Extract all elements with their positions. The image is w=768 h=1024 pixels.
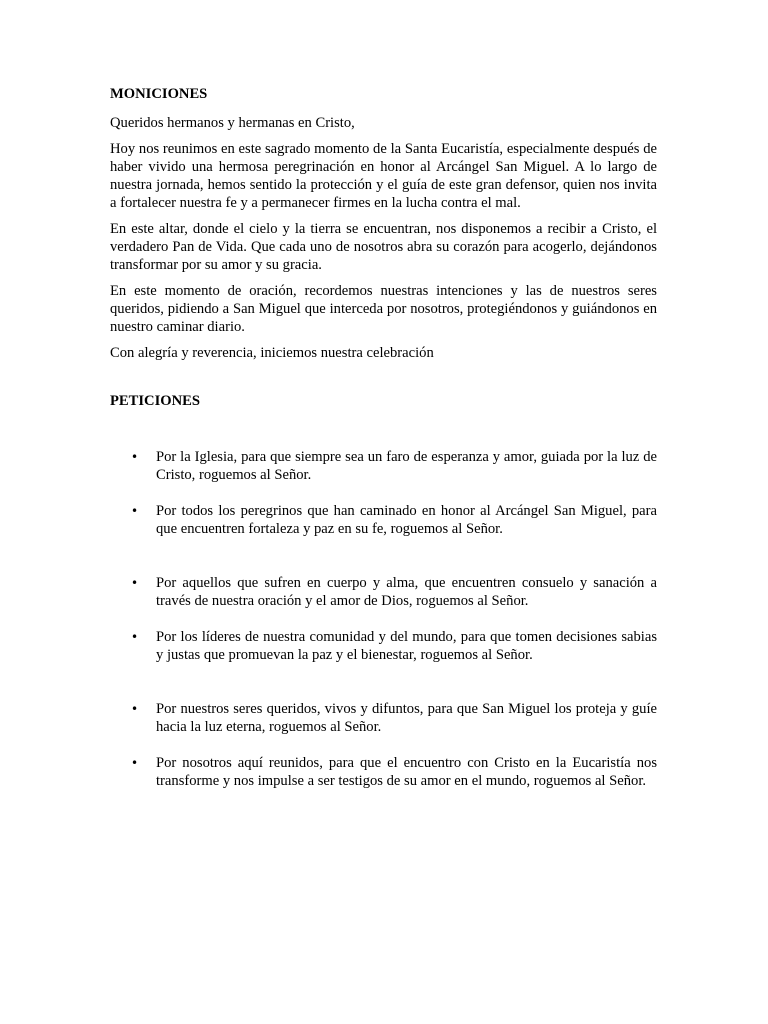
section-heading-peticiones: PETICIONES (110, 393, 201, 409)
petition-text: Por nosotros aquí reunidos, para que el encuentro con Cristo en la Eucaristía nos transforme y nos impulse a ser testigos de su amor en el mundo, roguemos al Señor. (156, 755, 657, 789)
petition-text: Por aquellos que sufren en cuerpo y alma, que encuentren consuelo y sanación a través de nuestra oración y el amor de Dios, roguemos al Señor. (156, 575, 657, 609)
petition-text: Por los líderes de nuestra comunidad y del mundo, para que tomen decisiones sabias y justas que promuevan la paz y el bienestar, roguemos al Señor. (156, 629, 657, 663)
petition-item (110, 754, 657, 790)
petition-item (110, 628, 657, 664)
greeting-line: Queridos hermanos y hermanas en Cristo, (110, 115, 355, 131)
petition-item (110, 574, 657, 610)
petition-item (110, 502, 657, 538)
monicion-paragraph: En este altar, donde el cielo y la tierra se encuentran, nos disponemos a recibir a Cristo, el verdadero Pan de Vida. Que cada uno de nosotros abra su corazón para acogerlo, dejándonos transformar por su amor y su gracia. (110, 221, 657, 273)
bullet-icon: • (131, 576, 139, 590)
bullet-icon: • (131, 504, 139, 518)
bullet-icon: • (131, 702, 139, 716)
bullet-icon: • (131, 756, 139, 770)
bullet-icon: • (131, 450, 139, 464)
petition-item (110, 700, 657, 736)
petition-text: Por la Iglesia, para que siempre sea un faro de esperanza y amor, guiada por la luz de Cristo, roguemos al Señor. (156, 449, 657, 483)
petition-item (110, 448, 657, 484)
petition-text: Por nuestros seres queridos, vivos y difuntos, para que San Miguel los proteja y guíe hacia la luz eterna, roguemos al Señor. (156, 701, 657, 735)
section-heading-moniciones: MONICIONES (110, 86, 208, 102)
monicion-paragraph: En este momento de oración, recordemos nuestras intenciones y las de nuestros seres queridos, pidiendo a San Miguel que interceda por nosotros, protegiéndonos y guiándonos en nuestro caminar diario. (110, 283, 657, 335)
document-body (110, 85, 657, 790)
monicion-paragraph: Hoy nos reunimos en este sagrado momento de la Santa Eucaristía, especialmente después de haber vivido una hermosa peregrinación en honor al Arcángel San Miguel. A lo largo de nuestra jornada, hemos sentido la protección y el guía de este gran defensor, quien nos invita a fortalecer nuestra fe y a permanecer firmes en la lucha contra el mal. (110, 141, 657, 211)
bullet-icon: • (131, 630, 139, 644)
petitions-list (110, 448, 657, 790)
petition-text: Por todos los peregrinos que han caminado en honor al Arcángel San Miguel, para que encuentren fortaleza y paz en su fe, roguemos al Señor. (156, 503, 657, 537)
closing-line: Con alegría y reverencia, iniciemos nuestra celebración (110, 345, 434, 361)
